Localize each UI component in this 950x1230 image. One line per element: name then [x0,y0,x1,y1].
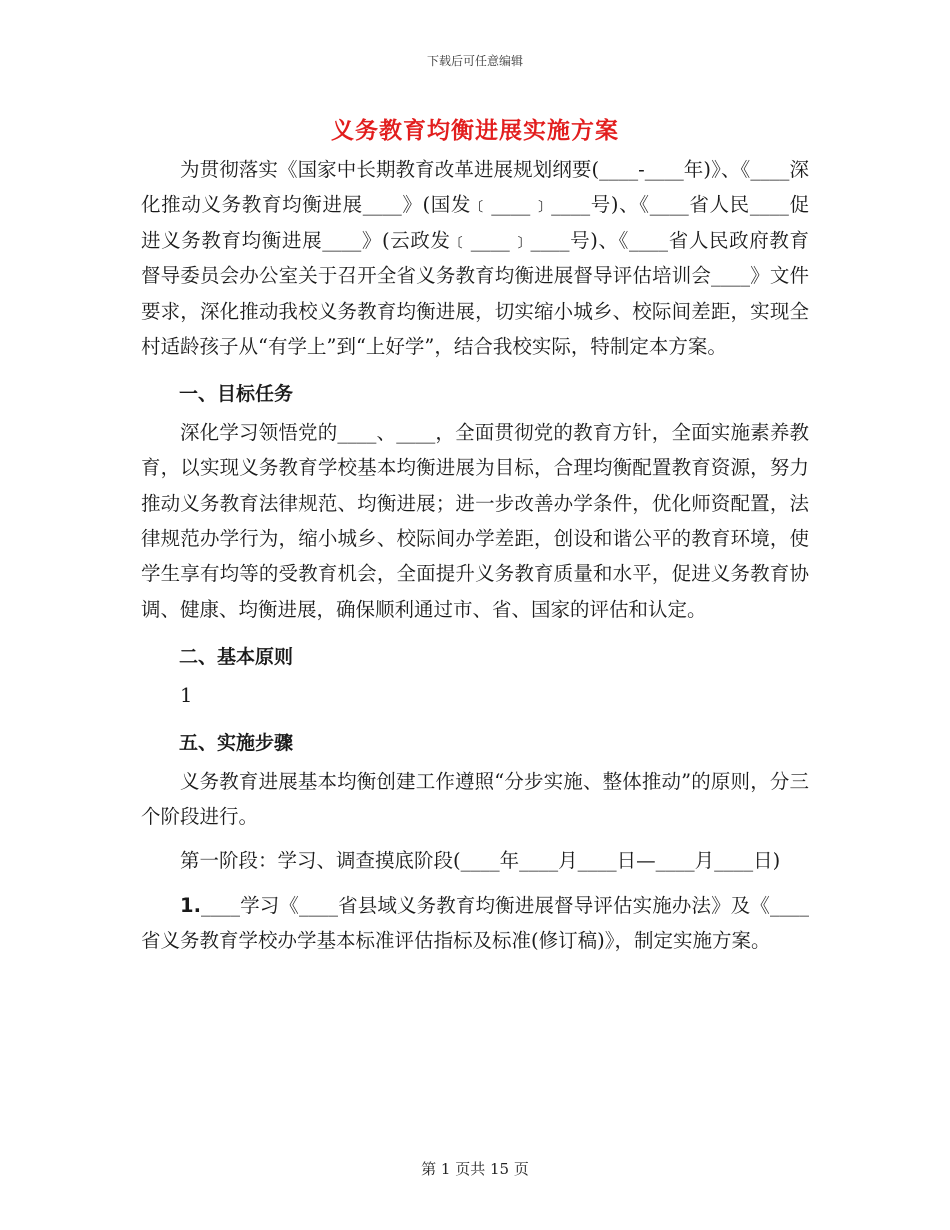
intro-paragraph: 为贯彻落实《国家中长期教育改革进展规划纲要(____-____年)》、《____深化推动义务教育均衡进展____》(国发﹝____﹞____号)、《____省人民____促进义务教育均衡进展____》(云政发﹝____﹞____号)、《____省人民政府教育督导委员会办公室关于召开全省义务教育均衡进展督导评估培训会____》文件要求，深化推动我校义务教育均衡进展，切实缩小城乡、校际间差距，实现全村适龄孩子从“有学上”到“上好学”，结合我校实际，特制定本方案。 [141,158,809,359]
header-note: 下载后可任意编辑 [426,54,523,68]
stage-one-paragraph: 第一阶段：学习、调查摸底阶段(____年____月____日—____月____日) [180,849,781,873]
document-body [141,152,809,959]
principles-paragraph: 1 [180,683,193,707]
section-heading-principles: 二、基本原则 [179,646,294,669]
item-number: 1. [180,893,201,917]
page-footer: 第 1 页共 15 页 [421,1160,529,1178]
goals-paragraph: 深化学习领悟党的____、____，全面贯彻党的教育方针，全面实施素养教育，以实现义务教育学校基本均衡进展为目标，合理均衡配置教育资源，努力推动义务教育法律规范、均衡进展；进一步改善办学条件，优化师资配置，法律规范办学行为，缩小城乡、校际间办学差距，创设和谐公平的教育环境，使学生享有均等的受教育机会，全面提升义务教育质量和水平，促进义务教育协调、健康、均衡进展，确保顺利通过市、省、国家的评估和认定。 [141,420,809,621]
steps-paragraph: 义务教育进展基本均衡创建工作遵照“分步实施、整体推动”的原则，分三个阶段进行。 [141,769,809,828]
section-heading-steps: 五、实施步骤 [179,732,294,755]
item-one-paragraph [141,888,809,959]
item-one-text: ____学习《____省县域义务教育均衡进展督导评估实施办法》及《____省义务教育学校办学基本标准评估指标及标准(修订稿)》，制定实施方案。 [141,893,809,953]
document-title: 义务教育均衡进展实施方案 [331,117,619,144]
section-heading-goals: 一、目标任务 [179,383,294,406]
